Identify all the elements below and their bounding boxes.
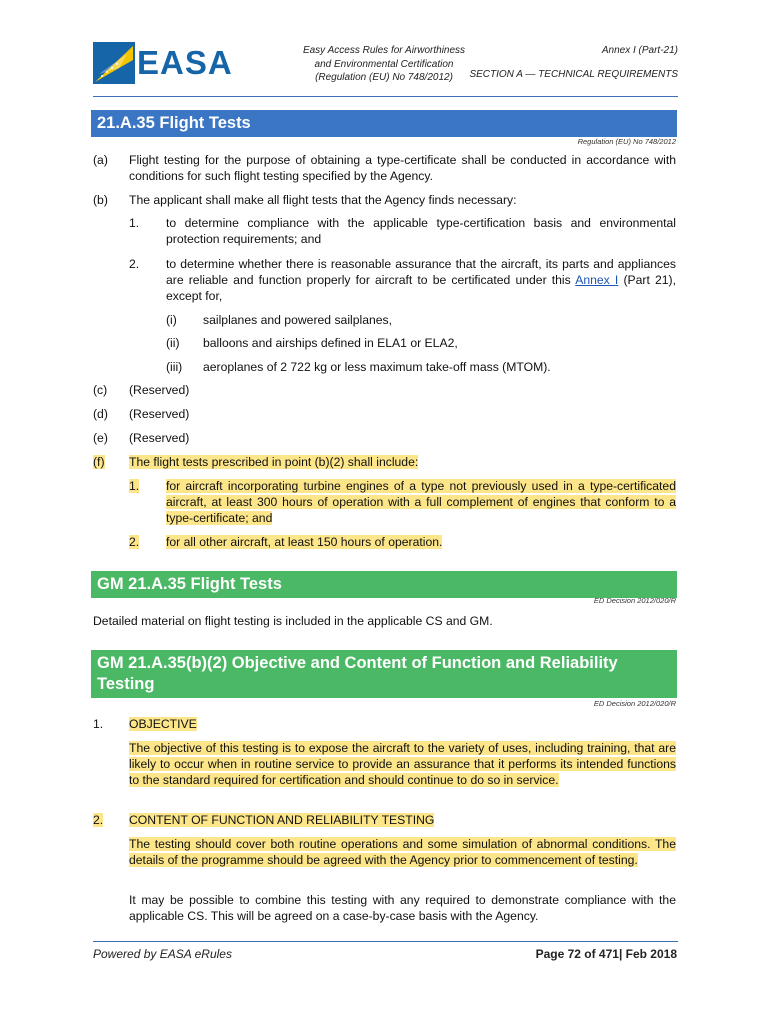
item-b1-text: to determine compliance with the applicable type-certification basis and environmental protection requirements; and xyxy=(166,216,676,246)
item-ii-text: balloons and airships defined in ELA1 or ELA2, xyxy=(203,336,458,350)
content-text xyxy=(129,836,676,868)
highlight: for aircraft incorporating turbine engines of a type not previously used in a type-certificated aircraft, at least 300 hours of operation with a full complement of engines that conform to a type-certificate; and xyxy=(166,479,676,525)
highlight: CONTENT OF FUNCTION AND RELIABILITY TESTING xyxy=(129,813,435,827)
item-label: (c) xyxy=(93,383,108,397)
highlight: 1. xyxy=(129,479,140,493)
item-label: (d) xyxy=(93,407,108,421)
highlight: The testing should cover both routine operations and some simulation of abnormal conditions. The details of the programme should be agreed with the Agency prior to commencement of testing. xyxy=(129,837,676,867)
item-f2-text xyxy=(166,534,442,550)
subitem-label: 2. xyxy=(129,257,140,271)
b2-text-part: to determine whether there is reasonable assurance that the aircraft, its parts and appliances are reliable and function properly for aircraft to be certificated under this xyxy=(166,257,676,287)
section-source: ED Decision 2012/020/R xyxy=(593,596,676,605)
header-divider xyxy=(93,96,678,97)
subitem-label: 1. xyxy=(129,216,140,230)
section-title-21a35: 21.A.35 Flight Tests xyxy=(91,110,677,137)
item-b2-text xyxy=(166,256,676,304)
item-f-text xyxy=(129,454,418,470)
item-label-highlighted xyxy=(93,812,103,828)
header-title-line: (Regulation (EU) No 748/2012) xyxy=(315,72,453,83)
section-title-gm-21a35b2: GM 21.A.35(b)(2) Objective and Content of Function and Reliability Testing xyxy=(91,650,677,698)
highlight: The flight tests prescribed in point (b)(2) shall include: xyxy=(129,455,419,469)
header-title-line: and Environmental Certification xyxy=(314,58,454,70)
objective-heading xyxy=(129,716,197,732)
item-a-text: Flight testing for the purpose of obtaining a type-certificate shall be conducted in accordance with conditions for such flight testing specified by the Agency. xyxy=(129,153,676,183)
subsubitem-label: (i) xyxy=(166,313,177,327)
gm-21a35-text: Detailed material on flight testing is included in the applicable CS and GM. xyxy=(93,614,493,628)
b2-text-part: (Part 21), except for, xyxy=(166,273,676,303)
annex-i-link[interactable]: Annex I xyxy=(575,273,619,287)
highlight: OBJECTIVE xyxy=(129,717,197,731)
highlight: for all other aircraft, at least 150 hours of operation. xyxy=(166,535,443,549)
item-d-text: (Reserved) xyxy=(129,407,190,421)
subsubitem-label: (iii) xyxy=(166,360,183,374)
highlight: 2. xyxy=(93,813,104,827)
footer-powered-by: Powered by EASA eRules xyxy=(93,947,232,961)
item-e-text: (Reserved) xyxy=(129,431,190,445)
item-label: (e) xyxy=(93,431,108,445)
content-heading xyxy=(129,812,434,828)
item-i-text: sailplanes and powered sailplanes, xyxy=(203,313,393,327)
footer-page-number: Page 72 of 471| Feb 2018 xyxy=(535,947,677,961)
header-title-line: Easy Access Rules for Airworthiness xyxy=(302,45,466,56)
section-source: ED Decision 2012/020/R xyxy=(593,699,676,708)
highlight: The objective of this testing is to expose the aircraft to the variety of uses, including training, that are likely to occur when in routine service to provide an assurance that it performs its intended functions to the standard required for certification and should continue to do so in service. xyxy=(129,741,676,787)
section-title-gm-21a35: GM 21.A.35 Flight Tests xyxy=(91,571,677,598)
item-label: (b) xyxy=(93,193,108,207)
objective-text xyxy=(129,740,676,788)
header-document-title xyxy=(270,44,498,85)
header-annex: Annex I (Part-21) xyxy=(601,45,678,56)
item-label: 1. xyxy=(93,717,104,731)
header-section-info xyxy=(469,44,678,81)
subsubitem-label: (ii) xyxy=(166,336,180,350)
combine-text: It may be possible to combine this testing with any required to demonstrate compliance with the applicable CS. This will be agreed on a case-by-case basis with the Agency. xyxy=(129,893,676,923)
easa-logo xyxy=(93,42,233,84)
highlight: (f) xyxy=(93,455,105,469)
item-b-text: The applicant shall make all flight tests that the Agency finds necessary: xyxy=(129,193,517,207)
highlight: 2. xyxy=(129,535,140,549)
easa-wing-icon xyxy=(93,42,135,84)
header-section: SECTION A — TECHNICAL REQUIREMENTS xyxy=(469,68,678,80)
subitem-label-highlighted xyxy=(129,534,139,550)
item-c-text: (Reserved) xyxy=(129,383,190,397)
item-iii-text: aeroplanes of 2 722 kg or less maximum take-off mass (MTOM). xyxy=(203,360,551,374)
item-label: (a) xyxy=(93,153,108,167)
item-label-highlighted xyxy=(93,454,105,470)
item-f1-text xyxy=(166,478,676,526)
footer-divider xyxy=(93,941,678,942)
subitem-label-highlighted xyxy=(129,478,139,494)
section-source: Regulation (EU) No 748/2012 xyxy=(577,137,676,146)
logo-text: EASA xyxy=(137,44,233,81)
